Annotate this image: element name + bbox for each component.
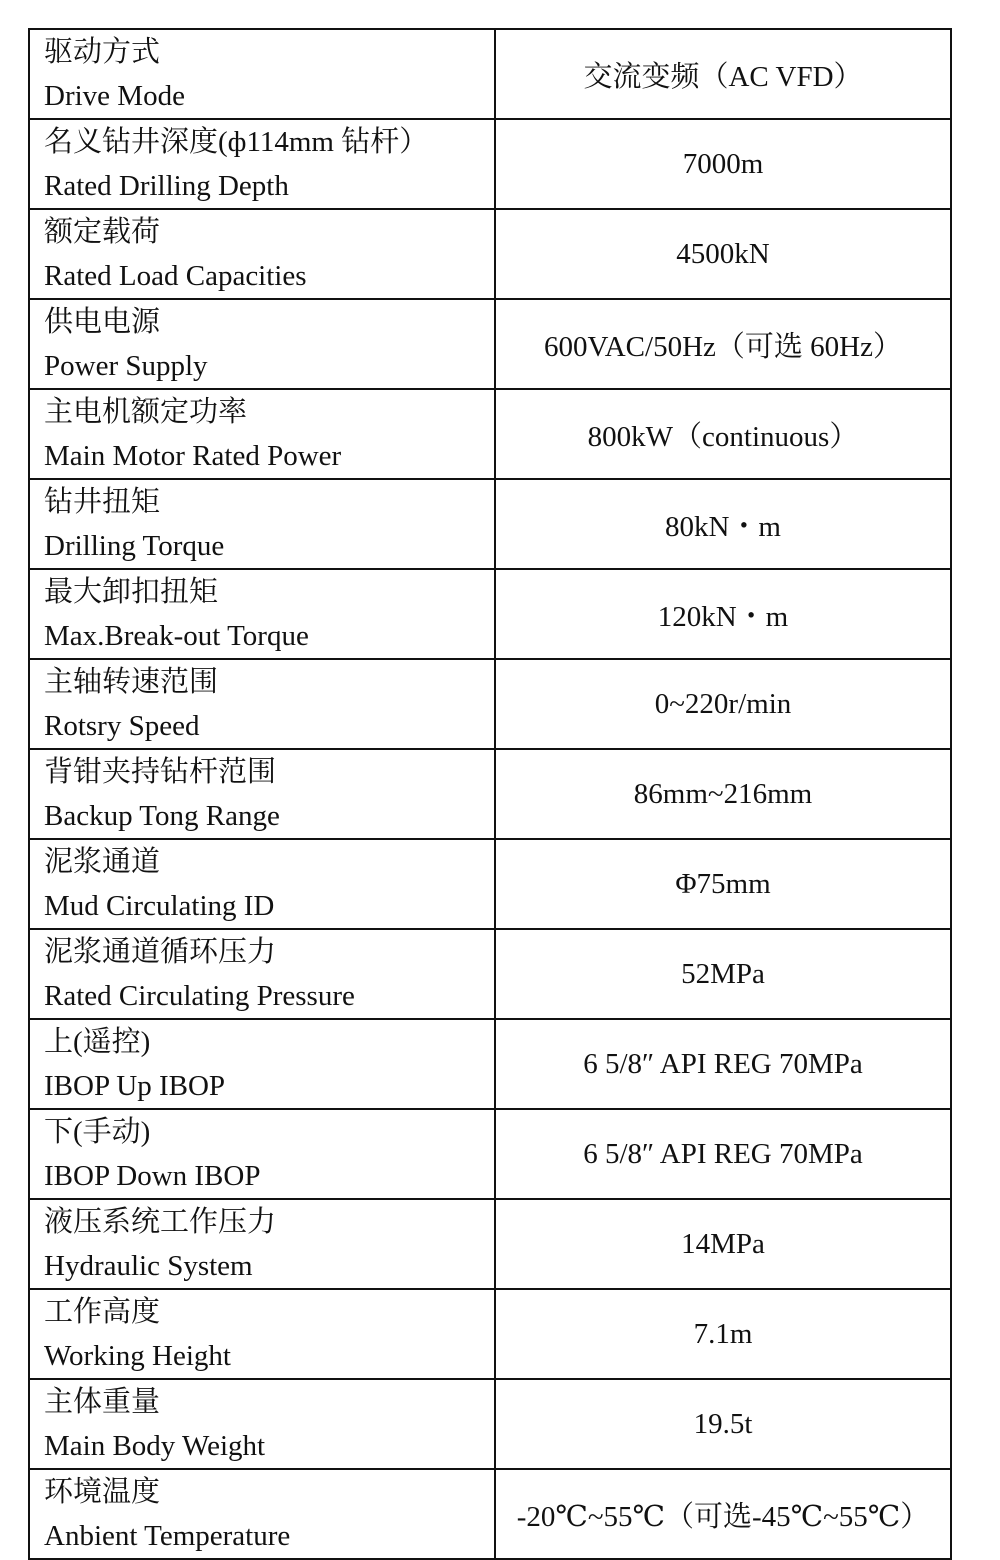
parameter-cell: [29, 119, 495, 209]
parameter-name-zh: 主体重量: [44, 1386, 161, 1418]
value-cell: Φ75mm: [495, 839, 951, 929]
parameter-cell: [29, 1469, 495, 1559]
parameter-name-zh: 背钳夹持钻杆范围: [44, 756, 277, 788]
parameter-name-zh: 液压系统工作压力: [44, 1206, 277, 1238]
parameter-name-zh: 供电电源: [44, 306, 161, 338]
parameter-name-zh: 额定载荷: [44, 216, 161, 248]
table-row: [29, 1469, 951, 1559]
parameter-name-en: Power Supply: [44, 350, 208, 382]
table-row: [29, 659, 951, 749]
table-row: [29, 569, 951, 659]
value-cell: 80kN・m: [495, 479, 951, 569]
parameter-cell: [29, 299, 495, 389]
parameter-cell: [29, 569, 495, 659]
parameter-name-zh: 最大卸扣扭矩: [44, 576, 219, 608]
value-cell: 4500kN: [495, 209, 951, 299]
table-row: [29, 1379, 951, 1469]
parameter-cell: [29, 749, 495, 839]
parameter-name-zh: 上(遥控): [44, 1026, 151, 1058]
value-cell: 交流变频（AC VFD）: [495, 29, 951, 119]
parameter-name-en: Max.Break-out Torque: [44, 620, 309, 652]
table-row: [29, 209, 951, 299]
table-row: [29, 119, 951, 209]
parameter-cell: [29, 1379, 495, 1469]
parameter-cell: [29, 929, 495, 1019]
parameter-name-en: Rotsry Speed: [44, 710, 200, 742]
parameter-name-zh: 主轴转速范围: [44, 666, 219, 698]
parameter-cell: [29, 209, 495, 299]
parameter-name-zh: 环境温度: [44, 1476, 161, 1508]
parameter-name-en: Main Motor Rated Power: [44, 440, 342, 472]
parameter-name-en: Rated Load Capacities: [44, 260, 307, 292]
parameter-name-en: Working Height: [44, 1340, 231, 1372]
table-row: [29, 299, 951, 389]
value-cell: 120kN・m: [495, 569, 951, 659]
parameter-name-en: Rated Drilling Depth: [44, 170, 289, 202]
value-cell: 86mm~216mm: [495, 749, 951, 839]
parameter-name-en: Anbient Temperature: [44, 1520, 291, 1552]
table-row: [29, 839, 951, 929]
parameter-name-en: Mud Circulating ID: [44, 890, 275, 922]
parameter-name-en: Drilling Torque: [44, 530, 225, 562]
parameter-name-zh: 钻井扭矩: [44, 486, 161, 518]
table-row: [29, 1289, 951, 1379]
table-row: [29, 1199, 951, 1289]
value-cell: 19.5t: [495, 1379, 951, 1469]
parameter-name-zh: 泥浆通道: [44, 846, 161, 878]
value-cell: 52MPa: [495, 929, 951, 1019]
table-row: [29, 1019, 951, 1109]
spec-table-body: [29, 29, 951, 1559]
parameter-cell: [29, 1199, 495, 1289]
parameter-cell: [29, 1019, 495, 1109]
parameter-name-zh: 泥浆通道循环压力: [44, 936, 277, 968]
table-row: [29, 479, 951, 569]
value-cell: 6 5/8″ API REG 70MPa: [495, 1109, 951, 1199]
table-row: [29, 389, 951, 479]
parameter-cell: [29, 479, 495, 569]
value-cell: 0~220r/min: [495, 659, 951, 749]
parameter-name-en: Backup Tong Range: [44, 800, 280, 832]
parameter-name-en: Main Body Weight: [44, 1430, 266, 1462]
value-cell: 800kW（continuous）: [495, 389, 951, 479]
parameter-cell: [29, 29, 495, 119]
table-row: [29, 929, 951, 1019]
parameter-name-zh: 工作高度: [44, 1296, 161, 1328]
parameter-name-en: IBOP Up IBOP: [44, 1070, 226, 1102]
parameter-name-en: Drive Mode: [44, 80, 185, 112]
parameter-name-zh: 下(手动): [44, 1116, 151, 1148]
parameter-name-zh: 名义钻井深度(ф114mm 钻杆）: [44, 126, 429, 158]
value-cell: 14MPa: [495, 1199, 951, 1289]
table-row: [29, 749, 951, 839]
parameter-name-zh: 主电机额定功率: [44, 396, 248, 428]
parameter-cell: [29, 1289, 495, 1379]
parameter-name-en: Rated Circulating Pressure: [44, 980, 355, 1012]
parameter-cell: [29, 1109, 495, 1199]
value-cell: 7000m: [495, 119, 951, 209]
value-cell: 7.1m: [495, 1289, 951, 1379]
parameter-cell: [29, 839, 495, 929]
value-cell: 6 5/8″ API REG 70MPa: [495, 1019, 951, 1109]
parameter-cell: [29, 659, 495, 749]
parameter-name-en: IBOP Down IBOP: [44, 1160, 261, 1192]
value-cell: -20℃~55℃（可选-45℃~55℃）: [495, 1469, 951, 1559]
spec-table: [28, 28, 952, 1560]
table-row: [29, 1109, 951, 1199]
parameter-name-en: Hydraulic System: [44, 1250, 253, 1282]
parameter-name-zh: 驱动方式: [44, 36, 161, 68]
value-cell: 600VAC/50Hz（可选 60Hz）: [495, 299, 951, 389]
table-row: [29, 29, 951, 119]
parameter-cell: [29, 389, 495, 479]
